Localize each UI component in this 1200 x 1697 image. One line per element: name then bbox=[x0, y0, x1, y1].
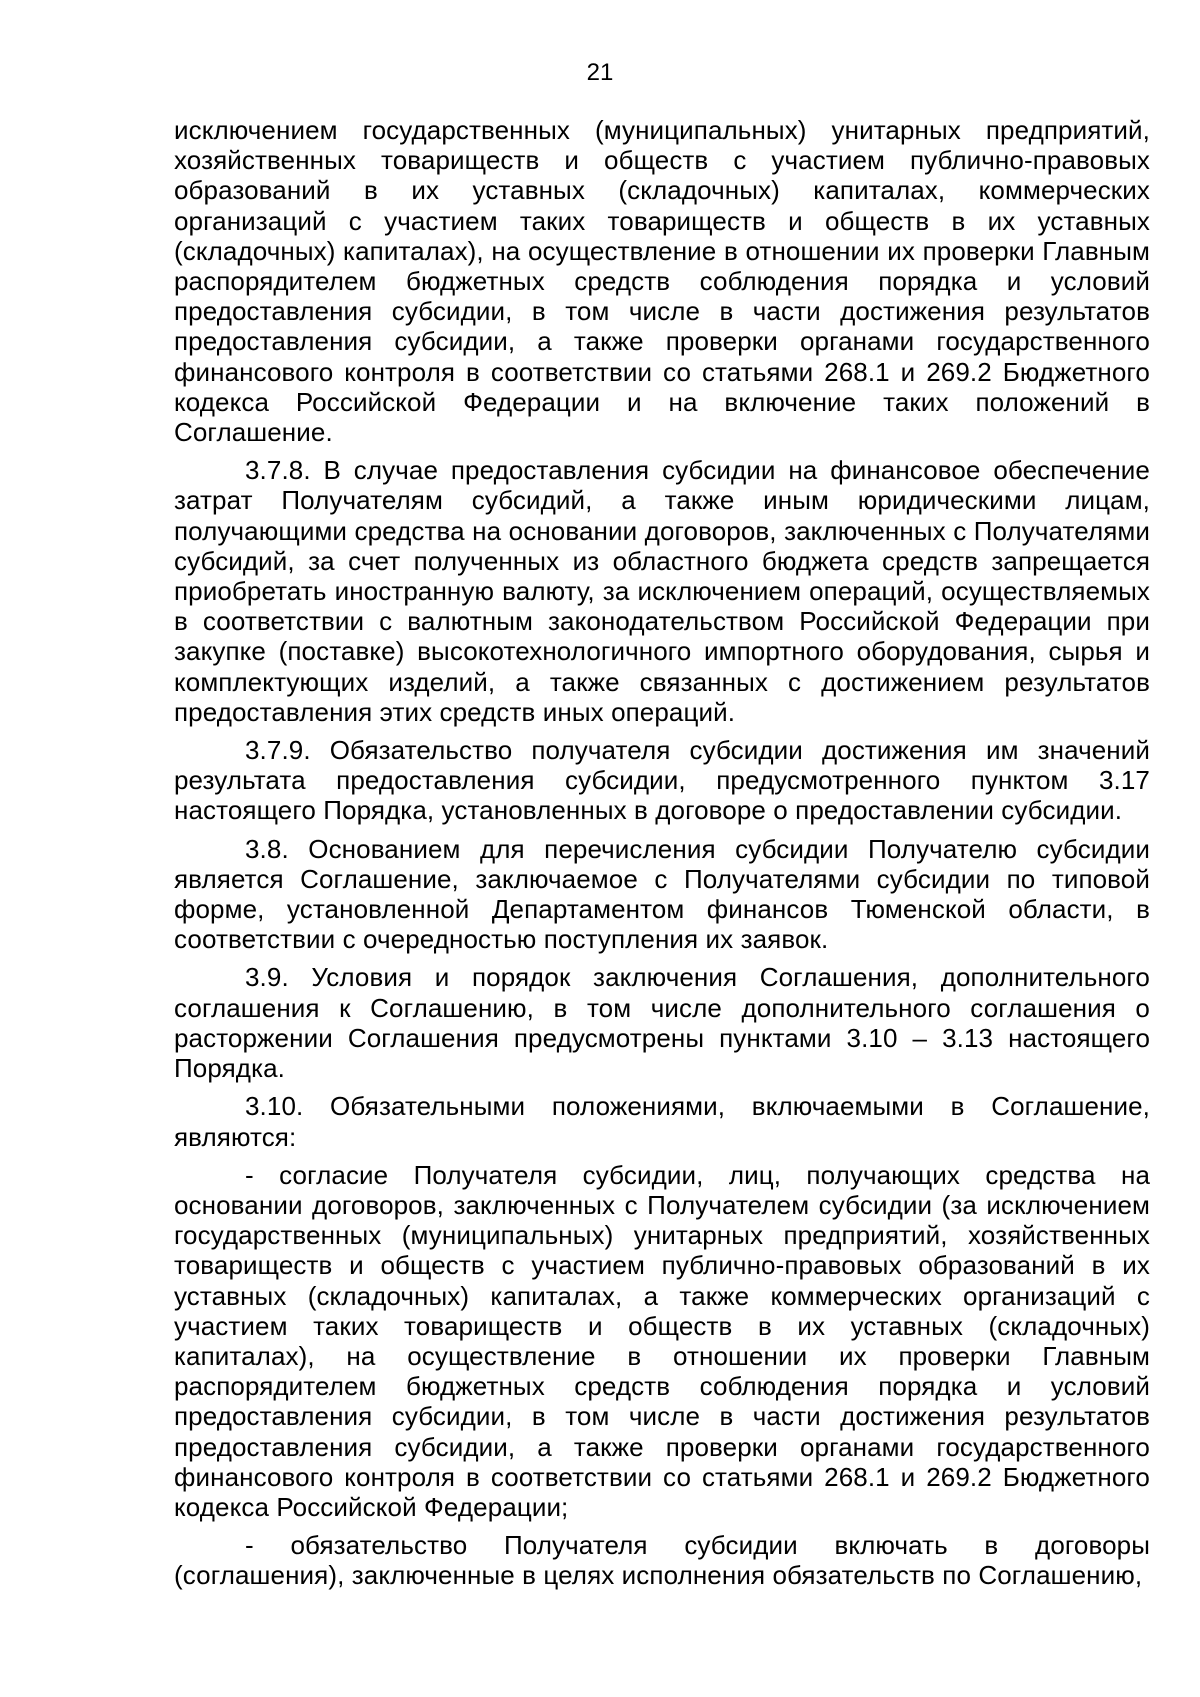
paragraph-3-9: 3.9. Условия и порядок заключения Соглашения, дополнительного соглашения к Соглашению, в том числе дополнительного соглашения о расторжении Соглашения предусмотрены пунктами 3.10 – 3.13 настоящего Порядка. bbox=[174, 962, 1150, 1084]
paragraph-continuation: исключением государственных (муниципальных) унитарных предприятий, хозяйственных товариществ и обществ с участием публично-правовых образований в их уставных (складочных) капиталах, коммерческих организаций с участием таких товариществ и обществ в их уставных (складочных) капиталах), на осуществление в отношении их проверки Главным распорядителем бюджетных средств соблюдения порядка и условий предоставления субсидии, в том числе в части достижения результатов предоставления субсидии, а также проверки органами государственного финансового контроля в соответствии со статьями 268.1 и 269.2 Бюджетного кодекса Российской Федерации и на включение таких положений в Соглашение. bbox=[174, 115, 1150, 448]
list-item-consent: - согласие Получателя субсидии, лиц, получающих средства на основании договоров, заключенных с Получателем субсидии (за исключением государственных (муниципальных) унитарных предприятий, хозяйственных товариществ и обществ с участием публично-правовых образований в их уставных (складочных) капиталах, а также коммерческих организаций с участием таких товариществ и обществ в их уставных (складочных) капиталах), на осуществление в отношении их проверки Главным распорядителем бюджетных средств соблюдения порядка и условий предоставления субсидии, в том числе в части достижения результатов предоставления субсидии, а также проверки органами государственного финансового контроля в соответствии со статьями 268.1 и 269.2 Бюджетного кодекса Российской Федерации; bbox=[174, 1159, 1150, 1522]
page-number: 21 bbox=[586, 59, 614, 86]
paragraph-3-10: 3.10. Обязательными положениями, включаемыми в Соглашение, являются: bbox=[174, 1091, 1150, 1152]
paragraph-3-7-8: 3.7.8. В случае предоставления субсидии на финансовое обеспечение затрат Получателям субсидий, а также иным юридическими лицам, получающими средства на основании договоров, заключенных с Получателями субсидий, за счет полученных из областного бюджета средств запрещается приобретать иностранную валюту, за исключением операций, осуществляемых в соответствии с валютным законодательством Российской Федерации при закупке (поставке) высокотехнологичного импортного оборудования, сырья и комплектующих изделий, а также связанных с достижением результатов предоставления этих средств иных операций. bbox=[174, 455, 1150, 727]
paragraph-3-8: 3.8. Основанием для перечисления субсидии Получателю субсидии является Соглашение, заключаемое с Получателями субсидии по типовой форме, установленной Департаментом финансов Тюменской области, в соответствии с очередностью поступления их заявок. bbox=[174, 833, 1150, 955]
list-item-obligation: - обязательство Получателя субсидии включать в договоры (соглашения), заключенные в целях исполнения обязательств по Соглашению, bbox=[174, 1530, 1150, 1591]
paragraph-3-7-9: 3.7.9. Обязательство получателя субсидии достижения им значений результата предоставления субсидии, предусмотренного пунктом 3.17 настоящего Порядка, установленных в договоре о предоставлении субсидии. bbox=[174, 735, 1150, 826]
document-body bbox=[174, 115, 1150, 1591]
